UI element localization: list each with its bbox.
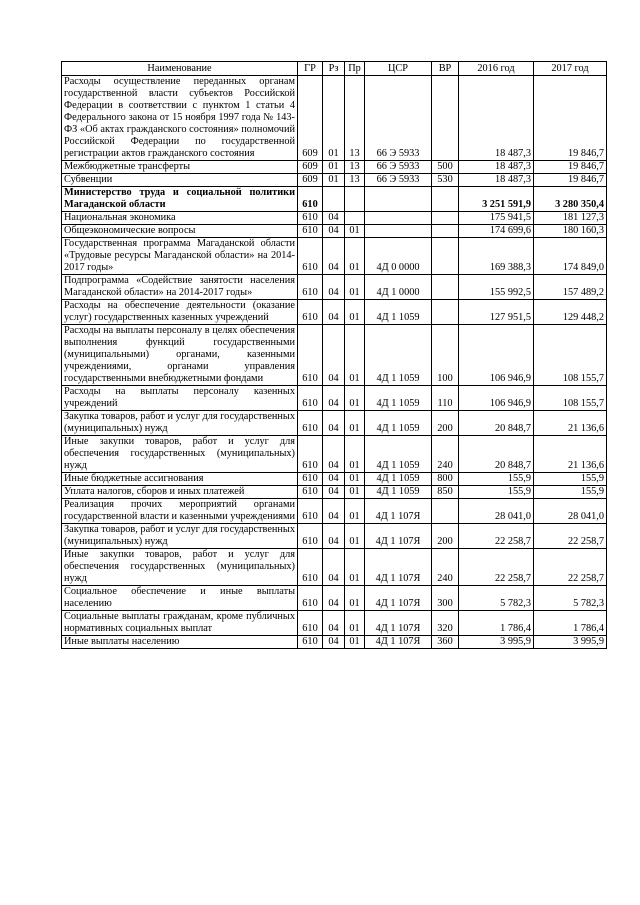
cell-pr: 01 (345, 411, 365, 436)
cell-2017: 22 258,7 (534, 524, 607, 549)
cell-gr: 610 (298, 275, 323, 300)
table-row (62, 436, 607, 473)
cell-rz: 04 (323, 473, 345, 486)
header-gr: ГР (298, 62, 323, 76)
cell-gr: 610 (298, 386, 323, 411)
cell-2016: 169 388,3 (459, 238, 534, 275)
table-row (62, 238, 607, 275)
cell-name: Субвенции (62, 174, 298, 187)
cell-2016: 22 258,7 (459, 524, 534, 549)
table-header-row (62, 62, 607, 76)
cell-rz (323, 187, 345, 212)
cell-name: Иные выплаты населению (62, 636, 298, 649)
cell-gr: 610 (298, 473, 323, 486)
cell-2017: 1 786,4 (534, 611, 607, 636)
table-row (62, 411, 607, 436)
cell-name: Подпрограмма «Содействие занятости населения Магаданской области» на 2014-2017 годы» (62, 275, 298, 300)
table-row (62, 174, 607, 187)
cell-rz: 04 (323, 325, 345, 386)
table-row (62, 636, 607, 649)
cell-gr: 609 (298, 174, 323, 187)
cell-name: Закупка товаров, работ и услуг для государственных (муниципальных) нужд (62, 524, 298, 549)
cell-pr: 01 (345, 586, 365, 611)
cell-gr: 609 (298, 161, 323, 174)
cell-2017: 19 846,7 (534, 174, 607, 187)
cell-gr: 610 (298, 212, 323, 225)
cell-rz: 04 (323, 636, 345, 649)
table-row (62, 611, 607, 636)
cell-pr (345, 187, 365, 212)
cell-2017: 181 127,3 (534, 212, 607, 225)
cell-gr: 610 (298, 238, 323, 275)
cell-gr: 610 (298, 499, 323, 524)
cell-pr: 01 (345, 499, 365, 524)
table-body (62, 76, 607, 649)
table-row (62, 486, 607, 499)
cell-2017: 19 846,7 (534, 76, 607, 161)
cell-vr: 200 (432, 411, 459, 436)
table-row (62, 225, 607, 238)
cell-2016: 20 848,7 (459, 436, 534, 473)
cell-2016: 20 848,7 (459, 411, 534, 436)
cell-vr (432, 499, 459, 524)
cell-2016: 28 041,0 (459, 499, 534, 524)
cell-vr (432, 212, 459, 225)
cell-csr: 4Д 1 107Я (365, 524, 432, 549)
cell-vr (432, 187, 459, 212)
cell-gr: 610 (298, 436, 323, 473)
cell-csr: 4Д 0 0000 (365, 238, 432, 275)
cell-pr: 01 (345, 300, 365, 325)
table-row (62, 212, 607, 225)
cell-2017: 3 995,9 (534, 636, 607, 649)
cell-csr (365, 212, 432, 225)
cell-pr: 13 (345, 174, 365, 187)
cell-2017: 19 846,7 (534, 161, 607, 174)
cell-2016: 155 992,5 (459, 275, 534, 300)
cell-name: Расходы на выплаты персоналу казенных учреждений (62, 386, 298, 411)
header-2017: 2017 год (534, 62, 607, 76)
table-row (62, 473, 607, 486)
cell-vr: 320 (432, 611, 459, 636)
table-row (62, 524, 607, 549)
header-vr: ВР (432, 62, 459, 76)
cell-pr: 01 (345, 524, 365, 549)
cell-csr: 4Д 1 1059 (365, 300, 432, 325)
cell-2017: 28 041,0 (534, 499, 607, 524)
cell-2016: 3 995,9 (459, 636, 534, 649)
cell-vr: 530 (432, 174, 459, 187)
cell-2017: 22 258,7 (534, 549, 607, 586)
cell-pr: 13 (345, 161, 365, 174)
cell-vr: 100 (432, 325, 459, 386)
cell-name: Национальная экономика (62, 212, 298, 225)
cell-2016: 155,9 (459, 473, 534, 486)
cell-2017: 157 489,2 (534, 275, 607, 300)
cell-csr: 4Д 1 107Я (365, 636, 432, 649)
cell-csr: 4Д 1 1059 (365, 486, 432, 499)
cell-vr: 850 (432, 486, 459, 499)
cell-pr: 01 (345, 325, 365, 386)
table-row (62, 76, 607, 161)
budget-table (61, 61, 607, 649)
cell-gr: 610 (298, 611, 323, 636)
cell-name: Министерство труда и социальной политики Магаданской области (62, 187, 298, 212)
cell-pr: 01 (345, 611, 365, 636)
cell-2017: 5 782,3 (534, 586, 607, 611)
cell-pr: 01 (345, 275, 365, 300)
cell-rz: 04 (323, 411, 345, 436)
cell-rz: 04 (323, 300, 345, 325)
cell-rz: 04 (323, 549, 345, 586)
cell-gr: 610 (298, 636, 323, 649)
cell-2016: 18 487,3 (459, 76, 534, 161)
table-row (62, 275, 607, 300)
cell-name: Межбюджетные трансферты (62, 161, 298, 174)
cell-2017: 129 448,2 (534, 300, 607, 325)
table-row (62, 187, 607, 212)
cell-name: Иные бюджетные ассигнования (62, 473, 298, 486)
cell-pr: 01 (345, 225, 365, 238)
cell-rz: 04 (323, 486, 345, 499)
table-row (62, 325, 607, 386)
cell-vr (432, 76, 459, 161)
cell-name: Иные закупки товаров, работ и услуг для обеспечения государственных (муниципальных) нужд (62, 549, 298, 586)
cell-name: Уплата налогов, сборов и иных платежей (62, 486, 298, 499)
cell-rz: 01 (323, 76, 345, 161)
table-row (62, 549, 607, 586)
cell-vr: 300 (432, 586, 459, 611)
cell-vr: 800 (432, 473, 459, 486)
cell-csr: 66 Э 5933 (365, 161, 432, 174)
cell-gr: 610 (298, 411, 323, 436)
cell-name: Общеэкономические вопросы (62, 225, 298, 238)
cell-2017: 3 280 350,4 (534, 187, 607, 212)
cell-vr (432, 225, 459, 238)
cell-gr: 610 (298, 187, 323, 212)
cell-2016: 5 782,3 (459, 586, 534, 611)
cell-name: Расходы осуществление переданных органам государственной власти субъектов Российской Федерации в соответствии с пунктом 1 статьи 4 Федерального закона от 15 ноября 1997 года № 143-ФЗ «Об актах гражданского состояния» полномочий Российской Федерации по государственной регистрации актов гражданского состояния (62, 76, 298, 161)
cell-csr: 4Д 1 1059 (365, 325, 432, 386)
cell-2017: 21 136,6 (534, 436, 607, 473)
cell-2017: 155,9 (534, 473, 607, 486)
cell-csr: 66 Э 5933 (365, 174, 432, 187)
cell-csr: 4Д 1 107Я (365, 549, 432, 586)
cell-csr: 4Д 1 1059 (365, 436, 432, 473)
table-row (62, 161, 607, 174)
cell-gr: 610 (298, 549, 323, 586)
cell-csr (365, 187, 432, 212)
cell-2016: 18 487,3 (459, 161, 534, 174)
cell-name: Расходы на обеспечение деятельности (оказание услуг) государственных казенных учреждений (62, 300, 298, 325)
cell-gr: 610 (298, 524, 323, 549)
cell-csr (365, 225, 432, 238)
cell-csr: 4Д 1 107Я (365, 586, 432, 611)
cell-2016: 1 786,4 (459, 611, 534, 636)
cell-csr: 4Д 1 1059 (365, 473, 432, 486)
cell-csr: 4Д 1 1059 (365, 386, 432, 411)
cell-rz: 04 (323, 611, 345, 636)
cell-2016: 3 251 591,9 (459, 187, 534, 212)
cell-2017: 21 136,6 (534, 411, 607, 436)
cell-pr (345, 212, 365, 225)
cell-name: Расходы на выплаты персоналу в целях обеспечения выполнения функций государственными (муниципальными) органами, казенными учреждениями, органами управления государственными внебюджетными фондами (62, 325, 298, 386)
cell-vr (432, 238, 459, 275)
cell-2016: 175 941,5 (459, 212, 534, 225)
cell-pr: 13 (345, 76, 365, 161)
cell-rz: 04 (323, 436, 345, 473)
cell-rz: 04 (323, 212, 345, 225)
cell-vr: 110 (432, 386, 459, 411)
cell-rz: 04 (323, 386, 345, 411)
cell-gr: 610 (298, 486, 323, 499)
table-row (62, 300, 607, 325)
cell-pr: 01 (345, 238, 365, 275)
cell-2016: 106 946,9 (459, 386, 534, 411)
header-pr: Пр (345, 62, 365, 76)
header-name: Наименование (62, 62, 298, 76)
cell-gr: 610 (298, 225, 323, 238)
cell-2016: 22 258,7 (459, 549, 534, 586)
cell-vr: 240 (432, 436, 459, 473)
cell-rz: 04 (323, 238, 345, 275)
cell-pr: 01 (345, 436, 365, 473)
cell-rz: 01 (323, 161, 345, 174)
cell-pr: 01 (345, 473, 365, 486)
cell-vr (432, 275, 459, 300)
cell-2017: 108 155,7 (534, 325, 607, 386)
cell-rz: 01 (323, 174, 345, 187)
cell-name: Социальное обеспечение и иные выплаты населению (62, 586, 298, 611)
cell-pr: 01 (345, 386, 365, 411)
table-row (62, 586, 607, 611)
header-rz: Рз (323, 62, 345, 76)
cell-gr: 610 (298, 586, 323, 611)
cell-2017: 180 160,3 (534, 225, 607, 238)
cell-2016: 18 487,3 (459, 174, 534, 187)
header-csr: ЦСР (365, 62, 432, 76)
cell-csr: 4Д 1 1059 (365, 411, 432, 436)
cell-csr: 66 Э 5933 (365, 76, 432, 161)
cell-pr: 01 (345, 486, 365, 499)
cell-name: Социальные выплаты гражданам, кроме публичных нормативных социальных выплат (62, 611, 298, 636)
cell-2017: 108 155,7 (534, 386, 607, 411)
cell-vr: 240 (432, 549, 459, 586)
cell-2016: 155,9 (459, 486, 534, 499)
cell-rz: 04 (323, 499, 345, 524)
cell-name: Закупка товаров, работ и услуг для государственных (муниципальных) нужд (62, 411, 298, 436)
cell-rz: 04 (323, 524, 345, 549)
cell-2016: 127 951,5 (459, 300, 534, 325)
cell-rz: 04 (323, 586, 345, 611)
cell-pr: 01 (345, 636, 365, 649)
cell-rz: 04 (323, 275, 345, 300)
cell-csr: 4Д 1 107Я (365, 499, 432, 524)
cell-csr: 4Д 1 107Я (365, 611, 432, 636)
cell-name: Иные закупки товаров, работ и услуг для обеспечения государственных (муниципальных) нужд (62, 436, 298, 473)
table-row (62, 386, 607, 411)
cell-vr: 360 (432, 636, 459, 649)
cell-2017: 155,9 (534, 486, 607, 499)
cell-rz: 04 (323, 225, 345, 238)
cell-vr (432, 300, 459, 325)
cell-name: Государственная программа Магаданской области «Трудовые ресурсы Магаданской области» на 2014-2017 годы» (62, 238, 298, 275)
cell-pr: 01 (345, 549, 365, 586)
cell-2016: 174 699,6 (459, 225, 534, 238)
cell-gr: 609 (298, 76, 323, 161)
cell-2016: 106 946,9 (459, 325, 534, 386)
cell-vr: 200 (432, 524, 459, 549)
cell-name: Реализация прочих мероприятий органами государственной власти и казенными учреждениями (62, 499, 298, 524)
cell-2017: 174 849,0 (534, 238, 607, 275)
cell-vr: 500 (432, 161, 459, 174)
cell-csr: 4Д 1 0000 (365, 275, 432, 300)
table-row (62, 499, 607, 524)
cell-gr: 610 (298, 325, 323, 386)
cell-gr: 610 (298, 300, 323, 325)
header-2016: 2016 год (459, 62, 534, 76)
